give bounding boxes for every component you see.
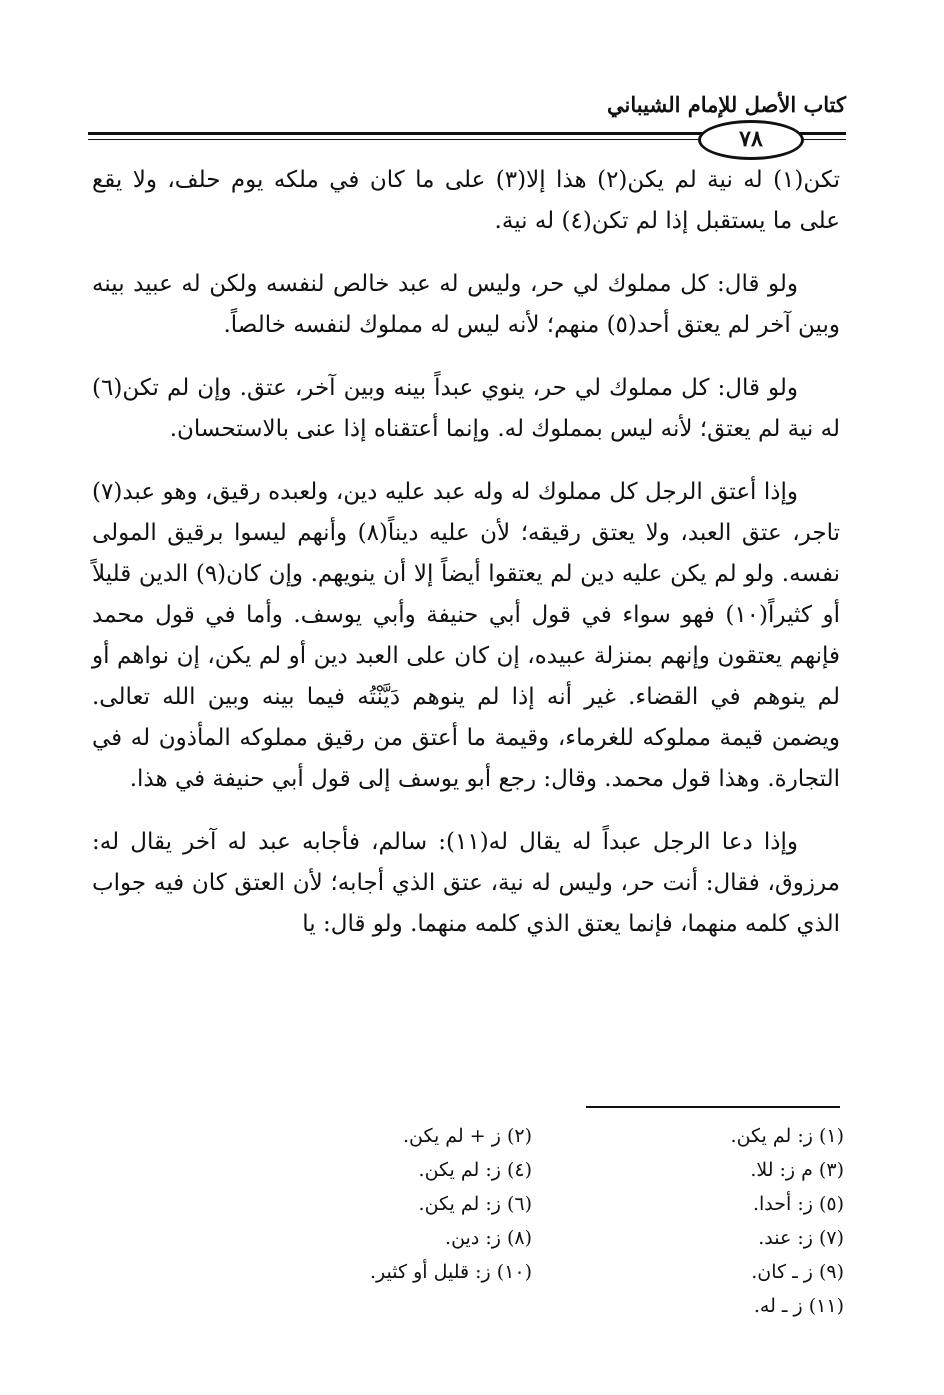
footnote: (٩) ز ـ كان. (751, 1261, 844, 1283)
paragraph: تكن(١) له نية لم يكن(٢) هذا إلا(٣) على ما كان في ملكه يوم حلف، ولا يقع على ما يستقبل إذا لم تكن(٤) له نية. (92, 167, 840, 234)
page-number: ٧٨ (698, 120, 804, 160)
footnote: (٦) ز: لم يكن. (418, 1193, 532, 1215)
paragraph: ولو قال: كل مملوك لي حر، وليس له عبد خالص لنفسه ولكن له عبيد بينه وبين آخر لم يعتق أحد(٥) منهم؛ لأنه ليس له مملوك لنفسه خالصاً. (92, 271, 840, 338)
paragraph: وإذا دعا الرجل عبداً له يقال له(١١): سالم، فأجابه عبد له آخر يقال له: مرزوق، فقال: أنت حر، وليس له نية، عتق الذي أجابه؛ لأن العتق كان فيه جواب الذي كلمه منهما، فإنما يعتق الذي كلمه منهما. ولو قال: يا (92, 829, 840, 937)
footnote: (١٠) ز: قليل أو كثير. (370, 1261, 532, 1283)
running-title: كتاب الأصل للإمام الشيباني (607, 92, 846, 117)
footnote: (١) ز: لم يكن. (730, 1125, 844, 1147)
footnote: (٨) ز: دين. (445, 1227, 532, 1249)
main-text (92, 160, 840, 967)
footnote: (٤) ز: لم يكن. (418, 1159, 532, 1181)
footnote: (١١) ز ـ له. (753, 1295, 844, 1317)
page-header (88, 86, 846, 156)
paragraph: وإذا أعتق الرجل كل مملوك له وله عبد عليه دين، ولعبده رقيق، وهو عبد(٧) تاجر، عتق العبد، ولا يعتق رقيقه؛ لأن عليه ديناً(٨) وأنهم ليسوا برقيق المولى نفسه. ولو لم يكن عليه دين لم يعتقوا أيضاً إلا أن ينويهم. وإن كان(٩) الدين قليلاً أو كثيراً(١٠) فهو سواء في قول أبي حنيفة وأبي يوسف. وأما في قول محمد فإنهم يعتقون وإنهم بمنزلة عبيده، إن كان على العبد دين أو لم يكن، إن نواهم أو لم ينوهم في القضاء. غير أنه إذا لم ينوهم دَيَّنْتُه فيما بينه وبين الله تعالى. ويضمن قيمة مملوكه للغرماء، وقيمة ما أعتق من رقيق مملوكه المأذون له في التجارة. وهذا قول محمد. وقال: رجع أبو يوسف إلى قول أبي حنيفة في هذا. (92, 479, 840, 792)
footnote: (٧) ز: عند. (758, 1227, 844, 1249)
footnote: (٢) ز + لم يكن. (402, 1125, 532, 1147)
footnote: (٣) م ز: للا. (750, 1159, 844, 1181)
footnotes (260, 1120, 844, 1322)
footnote: (٥) ز: أحدا. (752, 1193, 844, 1215)
paragraph: ولو قال: كل مملوك لي حر، ينوي عبداً بينه وبين آخر، عتق. وإن لم تكن(٦) له نية لم يعتق؛ لأنه ليس بمملوك له. وإنما أعتقناه إذا عنى بالاستحسان. (92, 375, 840, 442)
footnote-separator (586, 1106, 840, 1108)
